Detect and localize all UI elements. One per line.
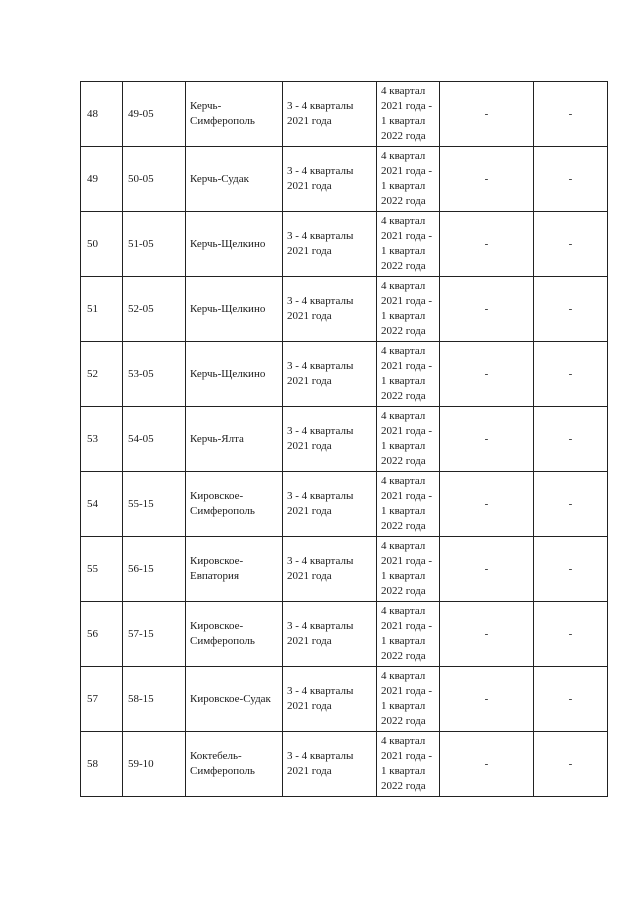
column-6-value [440, 667, 534, 732]
dash-mark: - [484, 302, 489, 315]
route-code: 49-05 [123, 82, 186, 147]
service-period-text: 3 - 4 кварталы 2021 года [287, 230, 354, 257]
route-code: 52-05 [123, 277, 186, 342]
row-number: 54 [81, 472, 123, 537]
table-row [81, 342, 608, 407]
route-name [186, 537, 283, 602]
column-6-value [440, 732, 534, 797]
dash-mark: - [484, 692, 489, 705]
route-code: 57-15 [123, 602, 186, 667]
service-period-text: 3 - 4 кварталы 2021 года [287, 295, 354, 322]
service-period [283, 667, 377, 732]
term-period-text: 4 квартал 2021 года - 1 квартал 2022 года [381, 150, 433, 207]
term-period-text: 4 квартал 2021 года - 1 квартал 2022 года [381, 215, 433, 272]
term-period [377, 277, 440, 342]
row-number: 51 [81, 277, 123, 342]
table-row [81, 212, 608, 277]
column-6-value [440, 537, 534, 602]
route-name [186, 212, 283, 277]
table-row [81, 602, 608, 667]
service-period [283, 732, 377, 797]
dash-mark: - [484, 497, 489, 510]
service-period-text: 3 - 4 кварталы 2021 года [287, 490, 354, 517]
service-period-text: 3 - 4 кварталы 2021 года [287, 360, 354, 387]
service-period [283, 82, 377, 147]
route-name [186, 602, 283, 667]
dash-mark: - [568, 172, 573, 185]
table-row [81, 732, 608, 797]
row-number: 52 [81, 342, 123, 407]
route-code: 51-05 [123, 212, 186, 277]
table-row [81, 277, 608, 342]
dash-mark: - [484, 367, 489, 380]
service-period-text: 3 - 4 кварталы 2021 года [287, 425, 354, 452]
route-name [186, 82, 283, 147]
dash-mark: - [568, 562, 573, 575]
route-code: 50-05 [123, 147, 186, 212]
row-number: 48 [81, 82, 123, 147]
row-number: 53 [81, 407, 123, 472]
term-period-text: 4 квартал 2021 года - 1 квартал 2022 года [381, 85, 433, 142]
service-period-text: 3 - 4 кварталы 2021 года [287, 100, 354, 127]
column-7-value [534, 407, 608, 472]
column-7-value [534, 212, 608, 277]
row-number: 58 [81, 732, 123, 797]
column-6-value [440, 407, 534, 472]
column-6-value [440, 147, 534, 212]
route-code: 54-05 [123, 407, 186, 472]
dash-mark: - [568, 692, 573, 705]
route-name [186, 342, 283, 407]
term-period [377, 667, 440, 732]
row-number: 55 [81, 537, 123, 602]
column-7-value [534, 732, 608, 797]
route-name [186, 407, 283, 472]
dash-mark: - [484, 237, 489, 250]
route-name-text: Керчь-Щелкино [190, 367, 266, 380]
service-period-text: 3 - 4 кварталы 2021 года [287, 555, 354, 582]
route-name [186, 732, 283, 797]
dash-mark: - [568, 497, 573, 510]
route-name-text: Керчь-Ялта [190, 432, 244, 445]
dash-mark: - [484, 562, 489, 575]
row-number: 50 [81, 212, 123, 277]
dash-mark: - [484, 107, 489, 120]
service-period [283, 407, 377, 472]
service-period [283, 342, 377, 407]
term-period [377, 147, 440, 212]
route-name-text: Кировское- Симферополь [190, 620, 255, 647]
service-period-text: 3 - 4 кварталы 2021 года [287, 165, 354, 192]
routes-table [80, 81, 608, 797]
route-code: 53-05 [123, 342, 186, 407]
column-7-value [534, 82, 608, 147]
table-row [81, 537, 608, 602]
table-row [81, 472, 608, 537]
term-period-text: 4 квартал 2021 года - 1 квартал 2022 года [381, 345, 433, 402]
route-name-text: Кировское- Евпатория [190, 555, 244, 582]
dash-mark: - [484, 757, 489, 770]
term-period [377, 602, 440, 667]
dash-mark: - [484, 172, 489, 185]
term-period [377, 82, 440, 147]
term-period-text: 4 квартал 2021 года - 1 квартал 2022 года [381, 735, 433, 792]
column-7-value [534, 147, 608, 212]
row-number: 49 [81, 147, 123, 212]
dash-mark: - [568, 367, 573, 380]
column-7-value [534, 472, 608, 537]
term-period [377, 537, 440, 602]
dash-mark: - [484, 627, 489, 640]
column-6-value [440, 602, 534, 667]
dash-mark: - [484, 432, 489, 445]
table-row [81, 407, 608, 472]
term-period [377, 342, 440, 407]
term-period-text: 4 квартал 2021 года - 1 квартал 2022 года [381, 410, 433, 467]
route-name-text: Кировское-Судак [190, 692, 271, 705]
route-name [186, 667, 283, 732]
dash-mark: - [568, 237, 573, 250]
term-period-text: 4 квартал 2021 года - 1 квартал 2022 года [381, 540, 433, 597]
term-period [377, 732, 440, 797]
service-period [283, 537, 377, 602]
term-period-text: 4 квартал 2021 года - 1 квартал 2022 года [381, 670, 433, 727]
dash-mark: - [568, 627, 573, 640]
service-period [283, 472, 377, 537]
service-period [283, 277, 377, 342]
routes-table-body [81, 82, 608, 797]
dash-mark: - [568, 107, 573, 120]
term-period [377, 212, 440, 277]
route-code: 58-15 [123, 667, 186, 732]
service-period [283, 212, 377, 277]
route-code: 55-15 [123, 472, 186, 537]
column-7-value [534, 667, 608, 732]
column-7-value [534, 342, 608, 407]
dash-mark: - [568, 757, 573, 770]
route-code: 59-10 [123, 732, 186, 797]
route-name-text: Керчь-Щелкино [190, 302, 266, 315]
column-6-value [440, 277, 534, 342]
column-7-value [534, 602, 608, 667]
service-period-text: 3 - 4 кварталы 2021 года [287, 685, 354, 712]
route-name-text: Керчь-Щелкино [190, 237, 266, 250]
term-period-text: 4 квартал 2021 года - 1 квартал 2022 года [381, 605, 433, 662]
service-period [283, 147, 377, 212]
table-row [81, 82, 608, 147]
route-name-text: Керчь-Судак [190, 172, 249, 185]
service-period-text: 3 - 4 кварталы 2021 года [287, 620, 354, 647]
term-period [377, 472, 440, 537]
table-row [81, 667, 608, 732]
column-6-value [440, 342, 534, 407]
column-6-value [440, 82, 534, 147]
term-period [377, 407, 440, 472]
row-number: 56 [81, 602, 123, 667]
service-period [283, 602, 377, 667]
route-code: 56-15 [123, 537, 186, 602]
table-row [81, 147, 608, 212]
route-name [186, 147, 283, 212]
column-7-value [534, 277, 608, 342]
route-name [186, 472, 283, 537]
column-6-value [440, 212, 534, 277]
column-7-value [534, 537, 608, 602]
dash-mark: - [568, 432, 573, 445]
column-6-value [440, 472, 534, 537]
row-number: 57 [81, 667, 123, 732]
route-name-text: Керчь- Симферополь [190, 100, 255, 127]
route-name-text: Кировское- Симферополь [190, 490, 255, 517]
term-period-text: 4 квартал 2021 года - 1 квартал 2022 года [381, 280, 433, 337]
dash-mark: - [568, 302, 573, 315]
route-name [186, 277, 283, 342]
service-period-text: 3 - 4 кварталы 2021 года [287, 750, 354, 777]
term-period-text: 4 квартал 2021 года - 1 квартал 2022 года [381, 475, 433, 532]
route-name-text: Коктебель- Симферополь [190, 750, 255, 777]
